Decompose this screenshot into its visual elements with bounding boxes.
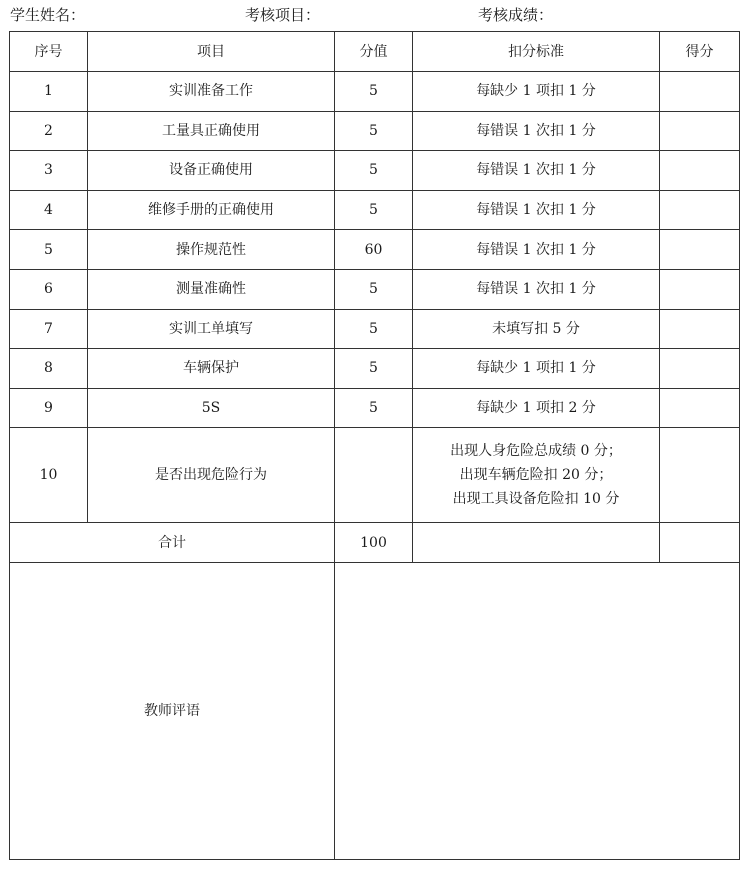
teacher-comment-label: 教师评语 (10, 563, 335, 860)
hazard-criteria-line-1: 出现人身危险总成绩 0 分； (450, 443, 622, 460)
row-no: 9 (10, 388, 88, 428)
row-points: 5 (335, 349, 413, 389)
row-item: 实训准备工作 (88, 72, 335, 112)
row-item: 维修手册的正确使用 (88, 190, 335, 230)
header-points: 分值 (335, 32, 413, 72)
row-item: 工量具正确使用 (88, 111, 335, 151)
row-no: 4 (10, 190, 88, 230)
table-row (10, 309, 740, 349)
row-item: 5S (88, 388, 335, 428)
header-no: 序号 (10, 32, 88, 72)
row-points: 5 (335, 269, 413, 309)
row-criteria: 每错误 1 次扣 1 分 (413, 151, 660, 191)
row-score-cell[interactable] (660, 151, 740, 191)
row-item: 设备正确使用 (88, 151, 335, 191)
row-score-cell[interactable] (660, 349, 740, 389)
row-no: 2 (10, 111, 88, 151)
row-item: 实训工单填写 (88, 309, 335, 349)
table-row (10, 190, 740, 230)
row-score-cell[interactable] (660, 388, 740, 428)
table-row (10, 269, 740, 309)
row-points: 5 (335, 190, 413, 230)
row-criteria: 每缺少 1 项扣 1 分 (413, 349, 660, 389)
row-score-cell[interactable] (660, 230, 740, 270)
row-item: 操作规范性 (88, 230, 335, 270)
row-criteria: 未填写扣 5 分 (413, 309, 660, 349)
row-points: 5 (335, 151, 413, 191)
header-score: 得分 (660, 32, 740, 72)
row-criteria: 每错误 1 次扣 1 分 (413, 190, 660, 230)
total-score-cell[interactable] (660, 523, 740, 563)
table-row (10, 349, 740, 389)
table-row (10, 388, 740, 428)
row-no: 7 (10, 309, 88, 349)
row-no: 6 (10, 269, 88, 309)
row-item: 车辆保护 (88, 349, 335, 389)
row-score-cell[interactable] (660, 269, 740, 309)
table-row (10, 72, 740, 112)
score-table (9, 31, 740, 860)
row-criteria: 每错误 1 次扣 1 分 (413, 269, 660, 309)
assessment-item-label: 考核项目： (245, 6, 321, 24)
row-points: 5 (335, 309, 413, 349)
form-header (10, 4, 740, 26)
row-points: 5 (335, 388, 413, 428)
row-criteria: 每错误 1 次扣 1 分 (413, 111, 660, 151)
table-row (10, 230, 740, 270)
table-row (10, 151, 740, 191)
row-no: 5 (10, 230, 88, 270)
row-criteria: 每缺少 1 项扣 1 分 (413, 72, 660, 112)
total-row (10, 523, 740, 563)
total-points: 100 (335, 523, 413, 563)
row-item: 测量准确性 (88, 269, 335, 309)
assessment-score-label: 考核成绩： (478, 6, 554, 24)
row-score-cell[interactable] (660, 72, 740, 112)
row-no: 1 (10, 72, 88, 112)
row-points: 5 (335, 72, 413, 112)
total-label: 合计 (10, 523, 335, 563)
header-criteria: 扣分标准 (413, 32, 660, 72)
row-points: 60 (335, 230, 413, 270)
student-name-label: 学生姓名： (10, 6, 86, 24)
teacher-comment-field[interactable] (335, 563, 740, 860)
hazard-criteria-line-3: 出现工具设备危险扣 10 分 (452, 491, 620, 508)
row-score-cell[interactable] (660, 428, 740, 523)
row-no: 3 (10, 151, 88, 191)
row-criteria: 每缺少 1 项扣 2 分 (413, 388, 660, 428)
table-row-hazard (10, 428, 740, 523)
row-item: 是否出现危险行为 (88, 428, 335, 523)
row-no: 8 (10, 349, 88, 389)
row-criteria: 每错误 1 次扣 1 分 (413, 230, 660, 270)
comment-row (10, 563, 740, 860)
hazard-criteria-line-2: 出现车辆危险扣 20 分； (459, 467, 613, 484)
table-header-row (10, 32, 740, 72)
row-score-cell[interactable] (660, 111, 740, 151)
row-points: 5 (335, 111, 413, 151)
row-score-cell[interactable] (660, 190, 740, 230)
row-score-cell[interactable] (660, 309, 740, 349)
total-criteria-cell (413, 523, 660, 563)
header-item: 项目 (88, 32, 335, 72)
row-points (335, 428, 413, 523)
row-no: 10 (10, 428, 88, 523)
table-row (10, 111, 740, 151)
row-criteria (413, 428, 660, 523)
